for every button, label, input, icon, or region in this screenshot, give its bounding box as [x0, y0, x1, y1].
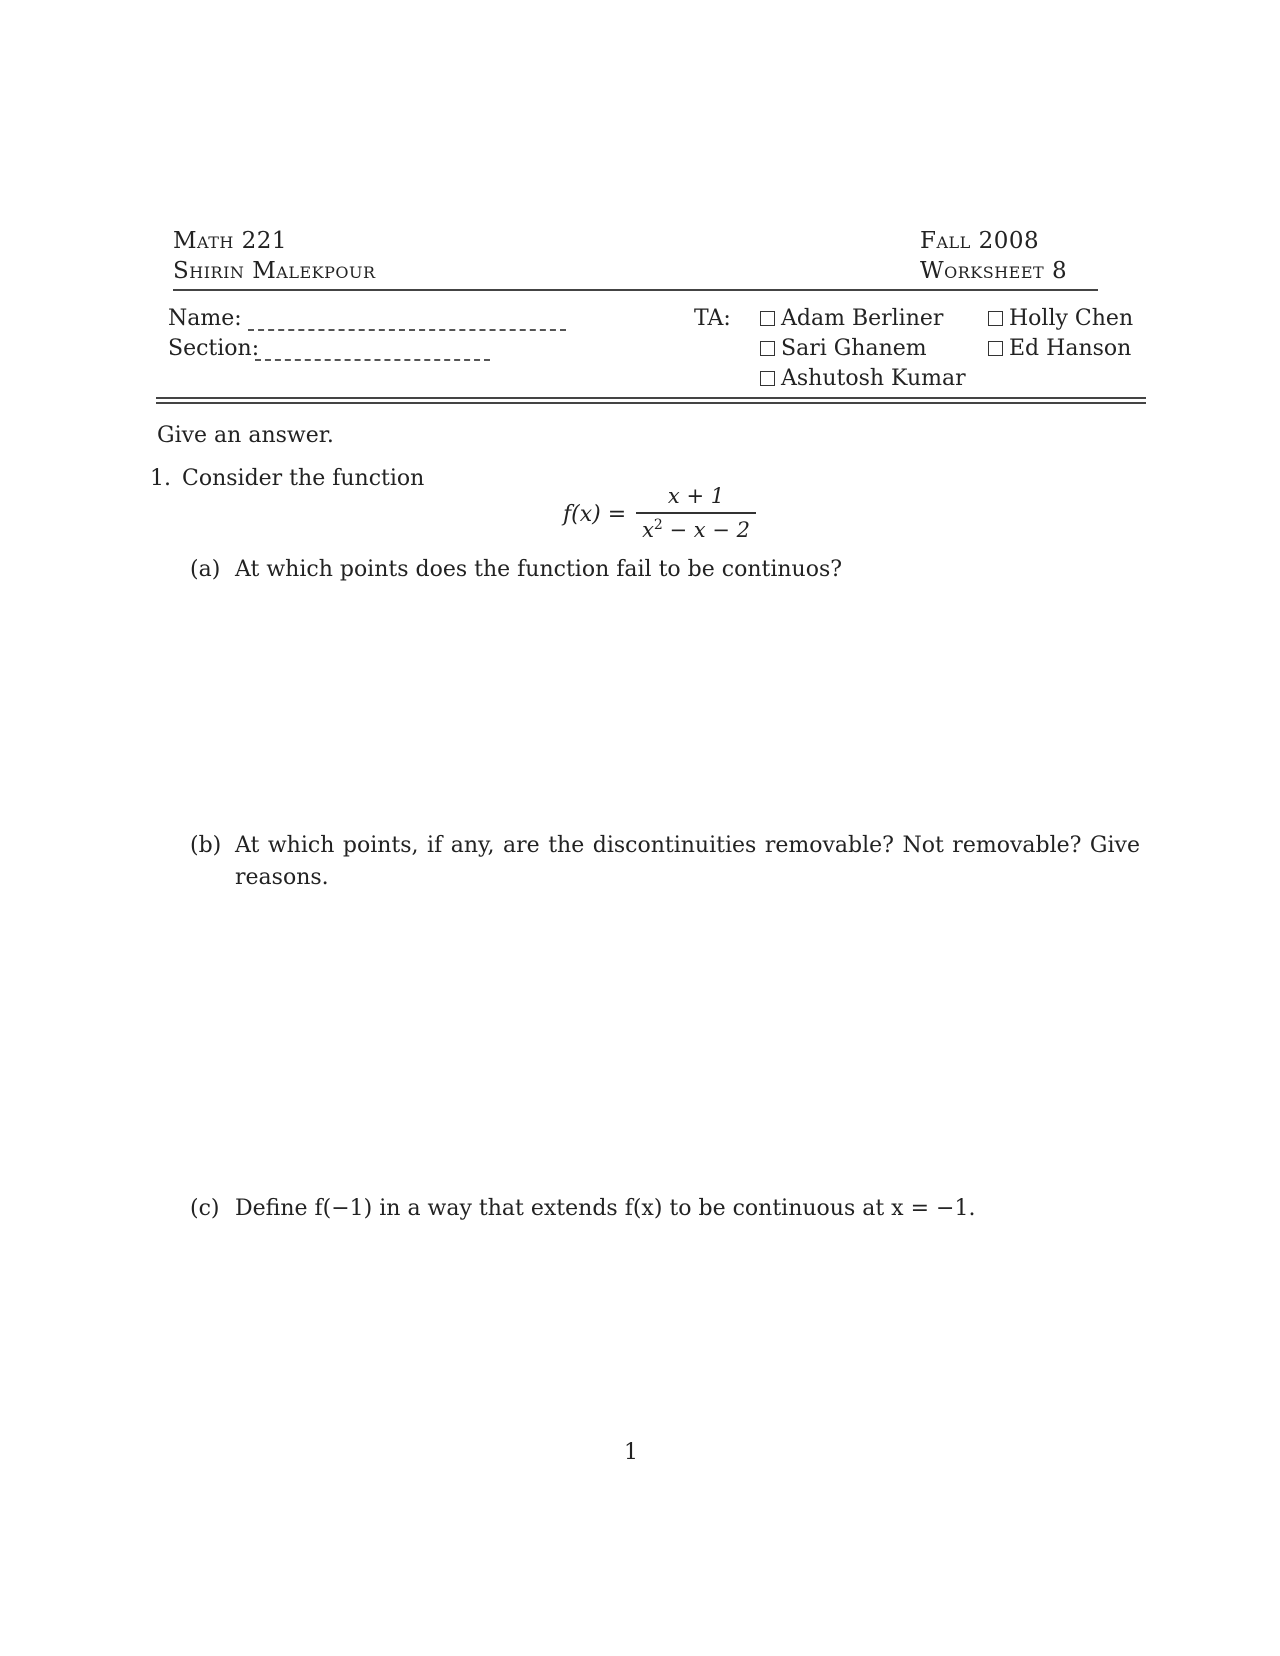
ta-option-holly-chen[interactable]: Holly Chen [988, 306, 1133, 331]
function-fraction [636, 484, 756, 542]
name-label: Name: [168, 306, 242, 331]
part-a-label: (a) [190, 557, 221, 582]
problem-number: 1. [150, 466, 171, 491]
problem-intro: Consider the function [182, 466, 425, 491]
divider-top [156, 397, 1146, 399]
fraction-denominator: $x^2 - x - 2$ [642, 516, 750, 542]
section-label: Section: [168, 336, 260, 361]
function-lhs: f(x) = [563, 502, 627, 527]
header-rule [173, 289, 1098, 291]
checkbox-icon[interactable] [760, 311, 775, 326]
part-b-label: (b) [190, 833, 222, 858]
page-number: 1 [624, 1440, 638, 1465]
part-c-text: Define f(−1) in a way that extends f(x) to be continuous at x = −1. [235, 1196, 976, 1221]
part-c-label: (c) [190, 1196, 220, 1221]
ta-option-adam-berliner[interactable]: Adam Berliner [760, 306, 943, 331]
checkbox-icon[interactable] [760, 371, 775, 386]
course-title: Math 221 [173, 228, 288, 254]
checkbox-icon[interactable] [988, 341, 1003, 356]
part-a-text: At which points does the function fail to be continuos? [235, 557, 843, 582]
part-b-text: At which points, if any, are the discontinuities removable? Not removable? Give reasons. [235, 833, 1140, 890]
checkbox-icon[interactable] [760, 341, 775, 356]
section-field[interactable] [255, 359, 490, 361]
checkbox-icon[interactable] [988, 311, 1003, 326]
instructions: Give an answer. [157, 423, 334, 448]
instructor-name: Shirin Malekpour [173, 258, 376, 284]
ta-option-ashutosh-kumar[interactable]: Ashutosh Kumar [760, 366, 966, 391]
divider-bottom [156, 402, 1146, 404]
fraction-bar [636, 512, 756, 514]
worksheet-title: Worksheet 8 [920, 258, 1068, 284]
ta-option-ed-hanson[interactable]: Ed Hanson [988, 336, 1131, 361]
ta-label: TA: [694, 306, 731, 331]
name-field[interactable] [248, 329, 566, 331]
term: Fall 2008 [920, 228, 1040, 254]
fraction-numerator: x + 1 [667, 484, 725, 508]
ta-option-sari-ghanem[interactable]: Sari Ghanem [760, 336, 927, 361]
